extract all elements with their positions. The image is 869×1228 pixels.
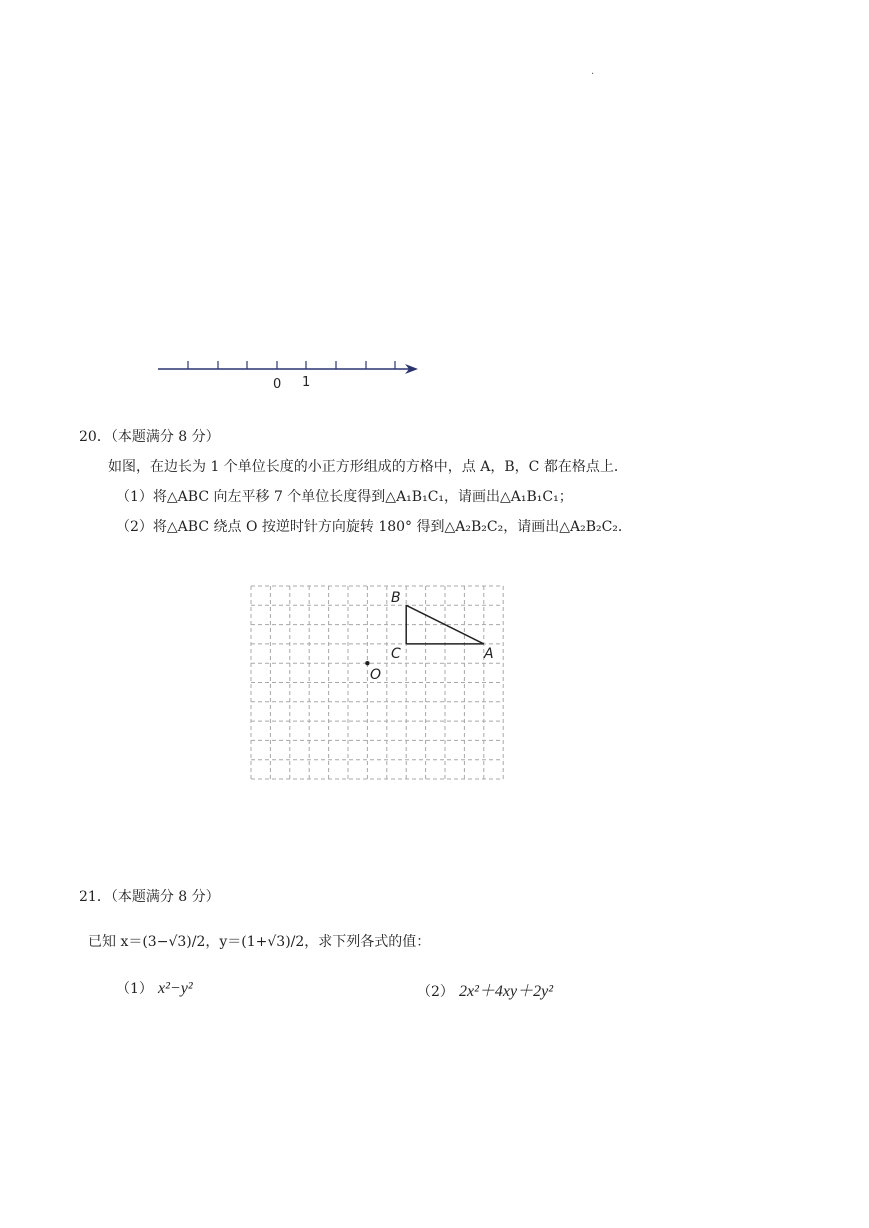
q20-score: （本题满分 8 分）: [110, 429, 220, 445]
number-line-label-one: 1: [302, 375, 311, 390]
header-mark: .: [591, 66, 595, 77]
q21-part1: [116, 978, 193, 998]
point-o-label: O: [370, 667, 382, 683]
q21-score: （本题满分 8 分）: [110, 889, 220, 905]
q21-part2: [417, 978, 553, 1001]
q21-heading: [79, 888, 220, 906]
point-b-label: B: [391, 590, 401, 606]
number-line-figure: [150, 352, 430, 397]
number-line-label-zero: 0: [273, 377, 282, 392]
point-o-dot: [365, 661, 369, 665]
q21-part1-expr: x²−y²: [158, 980, 193, 997]
q20-part2: （2）将△ABC 绕点 O 按逆时针方向旋转 180° 得到△A₂B₂C₂，请画出△A₂B₂C₂．: [116, 519, 632, 535]
q21-number: 21．: [79, 889, 111, 905]
point-a-label: A: [484, 646, 494, 662]
q20-number: 20．: [79, 429, 111, 445]
number-line-ticks: [188, 361, 395, 369]
q20-grid-figure: [246, 580, 510, 786]
q21-part2-expr: 2x²＋4xy＋2y²: [459, 983, 554, 1000]
q21-known: 已知 x＝(3−√3)/2，y＝(1+√3)/2，求下列各式的值：: [88, 934, 431, 950]
q20-heading: [79, 428, 220, 446]
q21-part2-label: （2）: [417, 984, 454, 1000]
q20-intro: 如图，在边长为 1 个单位长度的小正方形组成的方格中，点 A，B，C 都在格点上．: [108, 459, 628, 475]
q20-part1: （1）将△ABC 向左平移 7 个单位长度得到△A₁B₁C₁，请画出△A₁B₁C₁；: [116, 489, 573, 505]
q21-part1-label: （1）: [116, 981, 153, 997]
point-c-label: C: [391, 646, 401, 662]
